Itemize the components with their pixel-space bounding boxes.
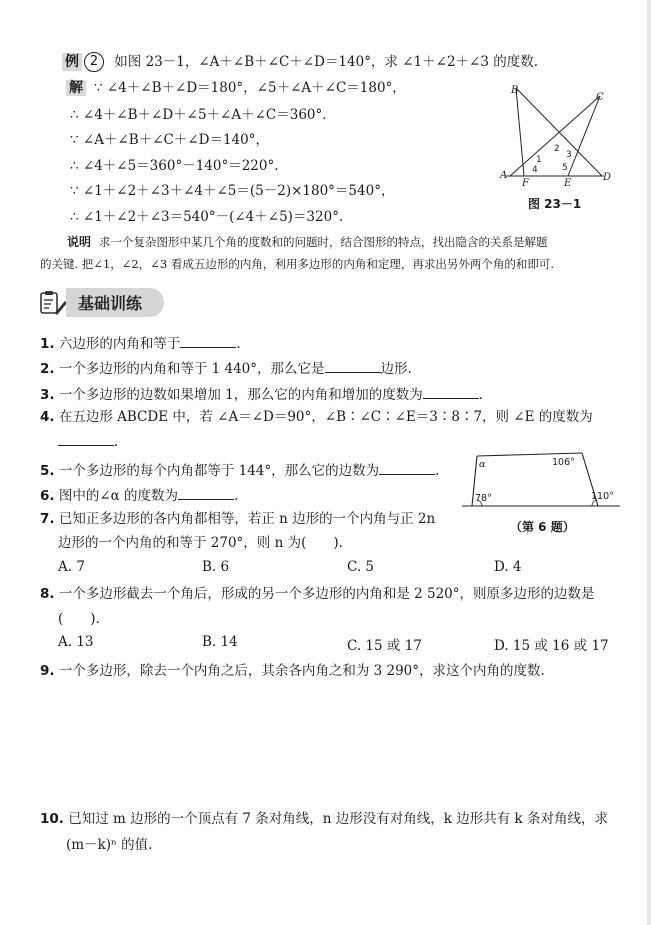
note-label: 说明 <box>67 235 92 249</box>
q8-text-1: 一个多边形截去一个角后，形成的另一个多边形的内角和是 2 520°，则原多边形的边数是 <box>58 586 595 602</box>
solution-line-1 <box>66 79 406 97</box>
q8-option-d[interactable]: D. 15 或 16 或 17 <box>494 638 609 654</box>
question-4 <box>40 408 593 426</box>
fig-angle-4: 4 <box>532 165 538 175</box>
example-label-box: 例 <box>62 53 82 71</box>
q5-number: 5. <box>40 463 55 479</box>
q6-blank[interactable] <box>178 485 234 500</box>
q7-number: 7. <box>40 511 55 527</box>
fig6-angle-110: 110° <box>591 491 614 502</box>
solution-line-4: ∴ ∠4＋∠5＝360°－140°＝220°. <box>70 158 279 174</box>
fig-label-f: F <box>522 178 529 189</box>
q2-text: 一个多边形的内角和等于 1 440°，那么它是 <box>58 361 325 377</box>
q9-text: 一个多边形，除去一个内角之后，其余各内角之和为 3 290°，求这个内角的度数. <box>58 663 545 679</box>
solution-line-2: ∴ ∠4＋∠B＋∠D＋∠5＋∠A＋∠C＝360°. <box>70 107 327 123</box>
figure-question-6 <box>462 448 620 516</box>
solution-text-1: ∵ ∠4＋∠B＋∠D＝180°，∠5＋∠A＋∠C＝180°， <box>94 80 406 96</box>
figure-6-caption: （第 6 题） <box>510 520 575 534</box>
solution-line-3: ∵ ∠A＋∠B＋∠C＋∠D＝140°， <box>70 132 269 148</box>
example-label <box>62 52 110 72</box>
fig-line-bf <box>516 88 524 176</box>
q6-number: 6. <box>40 488 55 504</box>
q4-blank[interactable] <box>58 431 114 446</box>
q9-number: 9. <box>40 663 55 679</box>
q7-text-1: 已知正多边形的各内角都相等，若正 n 边形的一个内角与正 2n <box>58 511 436 527</box>
question-1 <box>40 333 241 353</box>
q4-text: 在五边形 ABCDE 中，若 ∠A＝∠D＝90°，∠B∶∠C∶∠E＝3∶8∶7，则 ∠E 的度数为 <box>58 409 593 425</box>
solution-label: 解 <box>66 80 86 96</box>
section-title: 基础训练 <box>66 288 164 317</box>
fig-label-d: D <box>603 172 612 183</box>
note-text-1: 求一个复杂图形中某几个角的度数和的问题时，结合图形的特点，找出隐含的关系是解题 <box>99 235 548 249</box>
fig-label-a: A <box>500 170 508 181</box>
example-problem-text: 如图 23－1，∠A＋∠B＋∠C＋∠D＝140°，求 ∠1＋∠2＋∠3 的度数. <box>114 54 539 70</box>
q5-text: 一个多边形的每个内角都等于 144°，那么它的边数为 <box>58 463 380 479</box>
clipboard-pencil-icon <box>38 289 68 317</box>
q3-end: . <box>478 387 484 403</box>
question-6 <box>40 485 238 505</box>
example-problem <box>62 52 538 72</box>
question-2 <box>40 358 412 378</box>
fig-angle-1: 1 <box>536 155 542 165</box>
q5-end: . <box>435 463 440 479</box>
q7-option-a[interactable]: A. 7 <box>58 559 85 575</box>
q2-number: 2. <box>40 361 55 377</box>
question-8-cont: ( ). <box>58 611 100 627</box>
q4-number: 4. <box>40 409 55 425</box>
q3-number: 3. <box>40 387 55 403</box>
fig-angle-2: 2 <box>554 144 560 154</box>
q8-number: 8. <box>40 586 55 602</box>
solution-line-6: ∴ ∠1＋∠2＋∠3＝540°－(∠4＋∠5)＝320°. <box>70 209 344 225</box>
q10-number: 10. <box>40 811 64 827</box>
question-8 <box>40 585 595 603</box>
figure-23-1-caption: 图 23－1 <box>528 197 582 211</box>
q2-blank[interactable] <box>325 358 381 373</box>
fig6-angle-78: 78° <box>475 493 492 504</box>
q1-text: 六边形的内角和等于 <box>58 336 181 352</box>
fig-label-c: C <box>596 92 604 103</box>
q8-option-a[interactable]: A. 13 <box>58 634 94 650</box>
fig-label-b: B <box>511 85 519 96</box>
question-9 <box>40 662 545 680</box>
question-4-cont <box>58 431 118 451</box>
note-line-1 <box>67 233 548 251</box>
fig-label-e: E <box>564 178 572 189</box>
page-edge <box>647 0 651 925</box>
solution-line-5: ∵ ∠1＋∠2＋∠3＋∠4＋∠5＝(5－2)×180°＝540°， <box>70 183 395 199</box>
q1-end: . <box>236 336 241 352</box>
note-line-2: 的关键. 把∠1，∠2，∠3 看成五边形的内角，利用多边形的内角和定理，再求出另外两个角的和即可. <box>40 257 554 271</box>
fig6-angle-106: 106° <box>552 457 575 468</box>
q7-option-d[interactable]: D. 4 <box>494 559 522 575</box>
q4-end: . <box>114 434 119 450</box>
q1-number: 1. <box>40 336 55 352</box>
q1-blank[interactable] <box>180 333 236 348</box>
q3-blank[interactable] <box>423 384 479 399</box>
q2-end: 边形. <box>380 361 412 377</box>
q3-text: 一个多边形的边数如果增加 1，那么它的内角和增加的度数为 <box>58 387 423 403</box>
q8-option-b[interactable]: B. 14 <box>202 634 238 650</box>
fig-line-ca <box>510 96 600 176</box>
fig-angle-5: 5 <box>562 163 568 173</box>
q7-option-b[interactable]: B. 6 <box>202 559 230 575</box>
question-7-cont: 边形的一个内角的和等于 270°，则 n 为( ). <box>58 535 343 551</box>
question-5 <box>40 460 439 480</box>
example-number: 2 <box>84 52 104 72</box>
q6-text: 图中的∠α 的度数为 <box>58 488 179 504</box>
question-10 <box>40 810 608 828</box>
q10-text-1: 已知过 m 边形的一个顶点有 7 条对角线，n 边形没有对角线，k 边形共有 k 条对角线，求 <box>68 811 608 827</box>
fig-line-ce <box>568 96 600 176</box>
fig6-alpha: α <box>479 459 486 470</box>
fig-angle-3: 3 <box>566 150 572 160</box>
q8-option-c[interactable]: C. 15 或 17 <box>347 638 422 654</box>
q7-option-c[interactable]: C. 5 <box>347 559 375 575</box>
question-3 <box>40 384 483 404</box>
q6-end: . <box>234 488 239 504</box>
question-7 <box>40 510 435 528</box>
question-10-cont: (m－k)ⁿ 的值. <box>66 837 153 853</box>
fig6-top-edge <box>477 453 582 456</box>
section-header <box>38 288 164 317</box>
q5-blank[interactable] <box>379 460 435 475</box>
